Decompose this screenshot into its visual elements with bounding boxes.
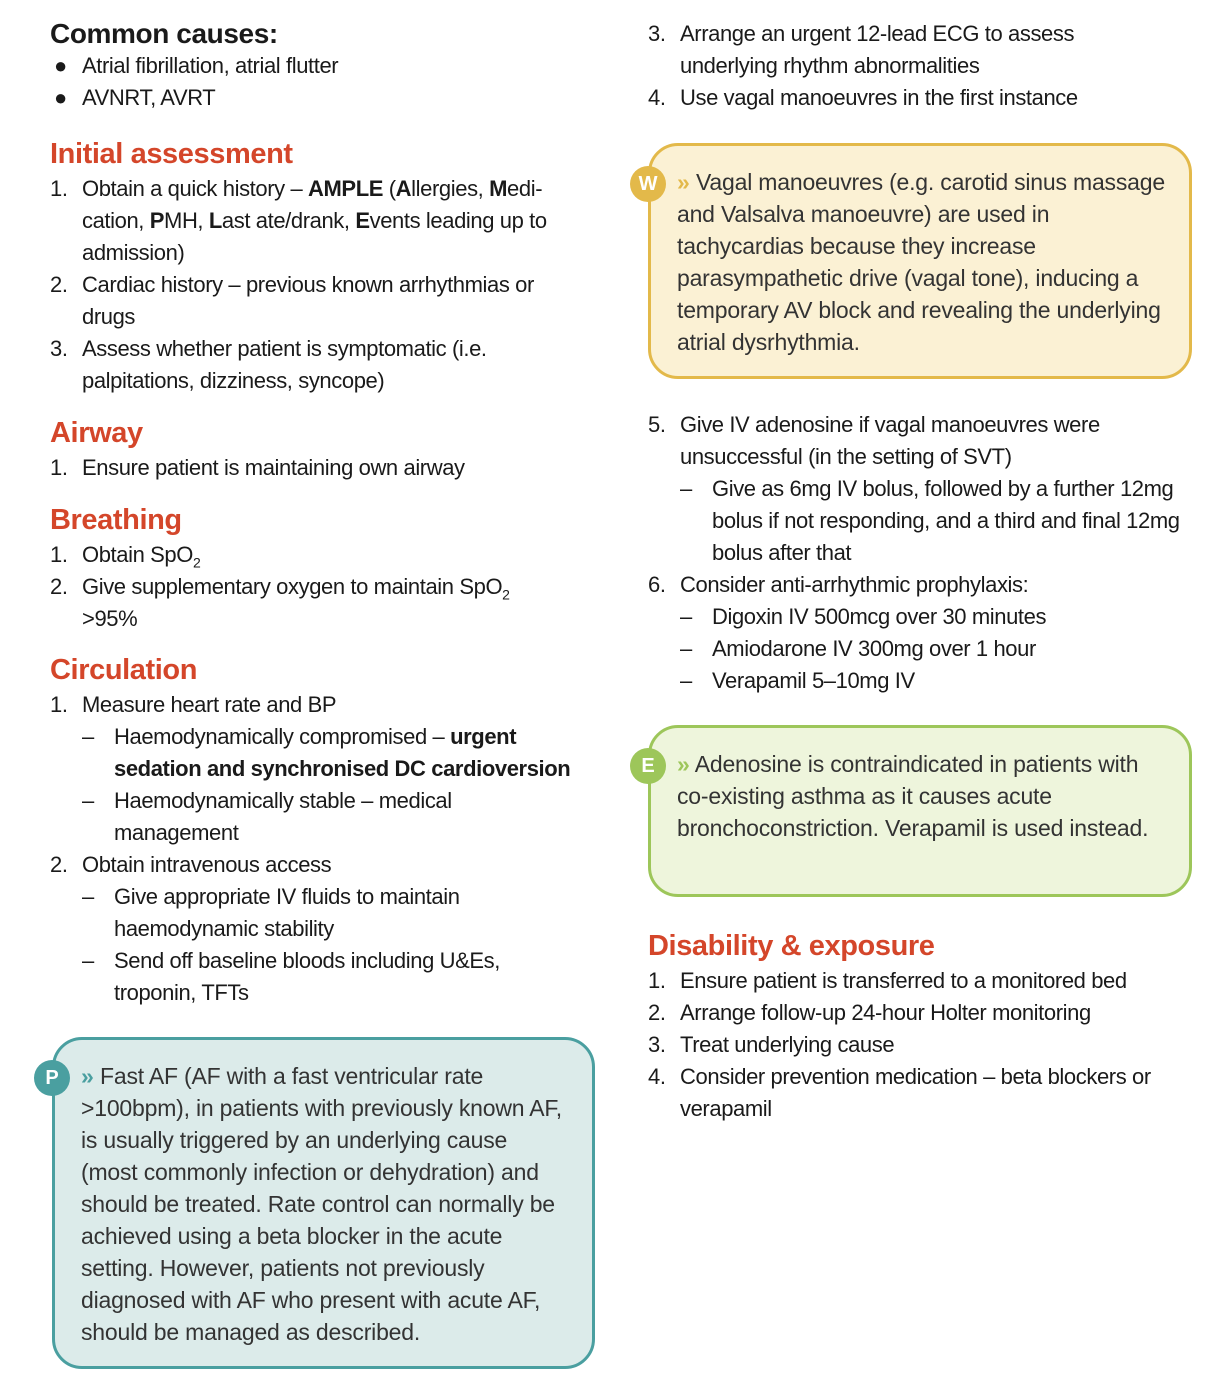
item-number: 5. xyxy=(648,412,666,437)
list-item xyxy=(648,18,1108,82)
breathing-section xyxy=(50,503,570,635)
text: Arrange follow-up 24-hour Holter monitoring xyxy=(680,1000,1091,1025)
text: Verapamil 5–10mg IV xyxy=(712,668,915,693)
box-text: Adenosine is contraindicated in patients with co-existing asthma as it causes acute bronchoconstriction. Verapamil is used instead. xyxy=(677,751,1149,841)
text: Consider prevention medication – beta blockers or verapamil xyxy=(680,1064,1151,1121)
text: Give IV adenosine if vagal manoeuvres were unsuccessful (in the setting of SVT) xyxy=(680,412,1100,469)
list-item xyxy=(50,452,590,484)
subscript: 2 xyxy=(192,554,201,571)
heading: Disability & exposure xyxy=(648,930,935,962)
box-text: Fast AF (AF with a fast ventricular rate >100bpm), in patients with previously known AF, is usually triggered by an underlying cause (most commonly infection or dehydration) and should be treated. Rate control can normally be achieved using a beta blocker in the acute setting. However, patients not previously diagnosed with AF who present with acute AF, should be managed as described. xyxy=(81,1063,562,1345)
text: Ensure patient is maintaining own airway xyxy=(82,455,465,480)
item-number: 2. xyxy=(50,272,68,297)
list-item xyxy=(648,82,1108,114)
e-badge-icon: E xyxy=(630,748,666,784)
sub-item xyxy=(648,665,1188,697)
text: Give supplementary oxygen to maintain SpO xyxy=(82,574,503,599)
list-item xyxy=(50,571,570,635)
list-item xyxy=(648,409,1130,473)
item-number: 3. xyxy=(50,336,68,361)
heading: Circulation xyxy=(50,654,198,686)
heading: Initial assessment xyxy=(50,138,293,170)
text: Digoxin IV 500mcg over 30 minutes xyxy=(712,604,1047,629)
disability-section xyxy=(648,929,1193,1125)
text: Haemodynamically compromised – xyxy=(114,724,451,749)
item-number: 2. xyxy=(50,574,68,599)
text: llergies, xyxy=(411,176,490,201)
item-number: 2. xyxy=(50,852,68,877)
item-number: 6. xyxy=(648,572,666,597)
item-text: AVNRT, AVRT xyxy=(82,85,216,110)
text-bold: AMPLE xyxy=(308,176,384,201)
sub-item xyxy=(50,721,600,785)
text: Haemodynamically stable – medical management xyxy=(114,788,452,845)
list-item xyxy=(648,965,1193,997)
chevron-icon: » xyxy=(677,751,686,777)
text: ( xyxy=(383,176,396,201)
text: Measure heart rate and BP xyxy=(82,692,337,717)
item-number: 1. xyxy=(50,176,68,201)
common-causes-section xyxy=(50,18,595,114)
text: Obtain a quick history – xyxy=(82,176,309,201)
text-bold: urgent sedation and synchronised DC cardioversion xyxy=(114,724,571,781)
text: Ensure patient is transferred to a monitored bed xyxy=(680,968,1127,993)
box-text: Vagal manoeuvres (e.g. carotid sinus massage and Valsalva manoeuvre) are used in tachycardias because they increase parasympathetic drive (vagal tone), inducing a temporary AV block and revealing the underlying atrial dysrhythmia. xyxy=(677,169,1165,355)
text-bold: A xyxy=(395,176,412,201)
text: vents leading up to admission) xyxy=(82,208,547,265)
text: Give as 6mg IV bolus, followed by a further 12mg bolus if not responding, and a third and final 12mg bolus after that xyxy=(712,476,1180,565)
text: Amiodarone IV 300mg over 1 hour xyxy=(712,636,1036,661)
item-number: 3. xyxy=(648,21,666,46)
item-number: 1. xyxy=(50,692,68,717)
list-item xyxy=(50,50,595,82)
heading: Airway xyxy=(50,417,143,449)
text-bold: E xyxy=(355,208,370,233)
item-number: 2. xyxy=(648,1000,666,1025)
sub-item xyxy=(50,881,534,945)
tip-box-w xyxy=(638,143,1192,379)
text: edi-cation, xyxy=(82,176,543,233)
text: Arrange an urgent 12-lead ECG to assess underlying rhythm abnormalities xyxy=(680,21,1075,78)
list-item xyxy=(648,1061,1193,1125)
text-bold: L xyxy=(208,208,222,233)
list-item xyxy=(50,269,590,333)
right-steps-top xyxy=(648,18,1108,114)
dash: – xyxy=(680,636,692,661)
list-item xyxy=(50,333,590,397)
bullet-icon: ● xyxy=(54,53,67,78)
w-badge-icon: W xyxy=(630,166,666,202)
chevron-icon: » xyxy=(81,1063,90,1089)
item-number: 4. xyxy=(648,85,666,110)
sub-item xyxy=(648,601,1188,633)
item-text: Atrial fibrillation, atrial flutter xyxy=(82,53,339,78)
circulation-section xyxy=(50,653,600,1009)
dash: – xyxy=(82,788,94,813)
dash: – xyxy=(82,884,94,909)
text: ast ate/drank, xyxy=(221,208,356,233)
sub-item xyxy=(648,473,1188,569)
text: Assess whether patient is symptomatic (i.e. palpitations, dizziness, syncope) xyxy=(82,336,487,393)
item-number: 1. xyxy=(50,542,68,567)
sub-item xyxy=(50,945,574,1009)
subscript: 2 xyxy=(502,586,510,603)
list-item xyxy=(50,689,600,721)
tip-box-p xyxy=(45,1037,595,1369)
tip-box-e xyxy=(641,725,1192,897)
text: Give appropriate IV fluids to maintain haemodynamic stability xyxy=(114,884,460,941)
list-item xyxy=(50,539,570,571)
text: >95% xyxy=(82,606,138,631)
p-badge-icon: P xyxy=(34,1060,70,1096)
text: Obtain SpO xyxy=(82,542,193,567)
item-number: 4. xyxy=(648,1064,666,1089)
list-item xyxy=(50,849,600,881)
heading: Breathing xyxy=(50,504,182,536)
sub-item xyxy=(648,633,1188,665)
airway-section xyxy=(50,416,590,484)
list-item xyxy=(50,82,595,114)
list-item xyxy=(648,569,1188,601)
initial-assessment-section xyxy=(50,137,590,397)
sub-item xyxy=(50,785,484,849)
text: Send off baseline bloods including U&Es, troponin, TFTs xyxy=(114,948,500,1005)
item-number: 1. xyxy=(50,455,68,480)
chevron-icon: » xyxy=(677,169,686,195)
dash: – xyxy=(680,604,692,629)
text: Cardiac history – previous known arrhythmias or drugs xyxy=(82,272,534,329)
text: Treat underlying cause xyxy=(680,1032,895,1057)
dash: – xyxy=(680,668,692,693)
list-item xyxy=(648,997,1193,1029)
text: Consider anti-arrhythmic prophylaxis: xyxy=(680,572,1029,597)
heading: Common causes: xyxy=(50,18,278,49)
text: MH, xyxy=(164,208,209,233)
list-item xyxy=(50,173,590,269)
dash: – xyxy=(82,724,94,749)
text: Obtain intravenous access xyxy=(82,852,332,877)
right-steps-mid xyxy=(648,409,1188,697)
item-number: 3. xyxy=(648,1032,666,1057)
dash: – xyxy=(680,476,692,501)
text-bold: P xyxy=(149,208,165,233)
dash: – xyxy=(82,948,94,973)
list-item xyxy=(648,1029,1193,1061)
item-number: 1. xyxy=(648,968,666,993)
bullet-icon: ● xyxy=(54,85,67,110)
text: Use vagal manoeuvres in the first instance xyxy=(680,85,1078,110)
text-bold: M xyxy=(489,176,508,201)
